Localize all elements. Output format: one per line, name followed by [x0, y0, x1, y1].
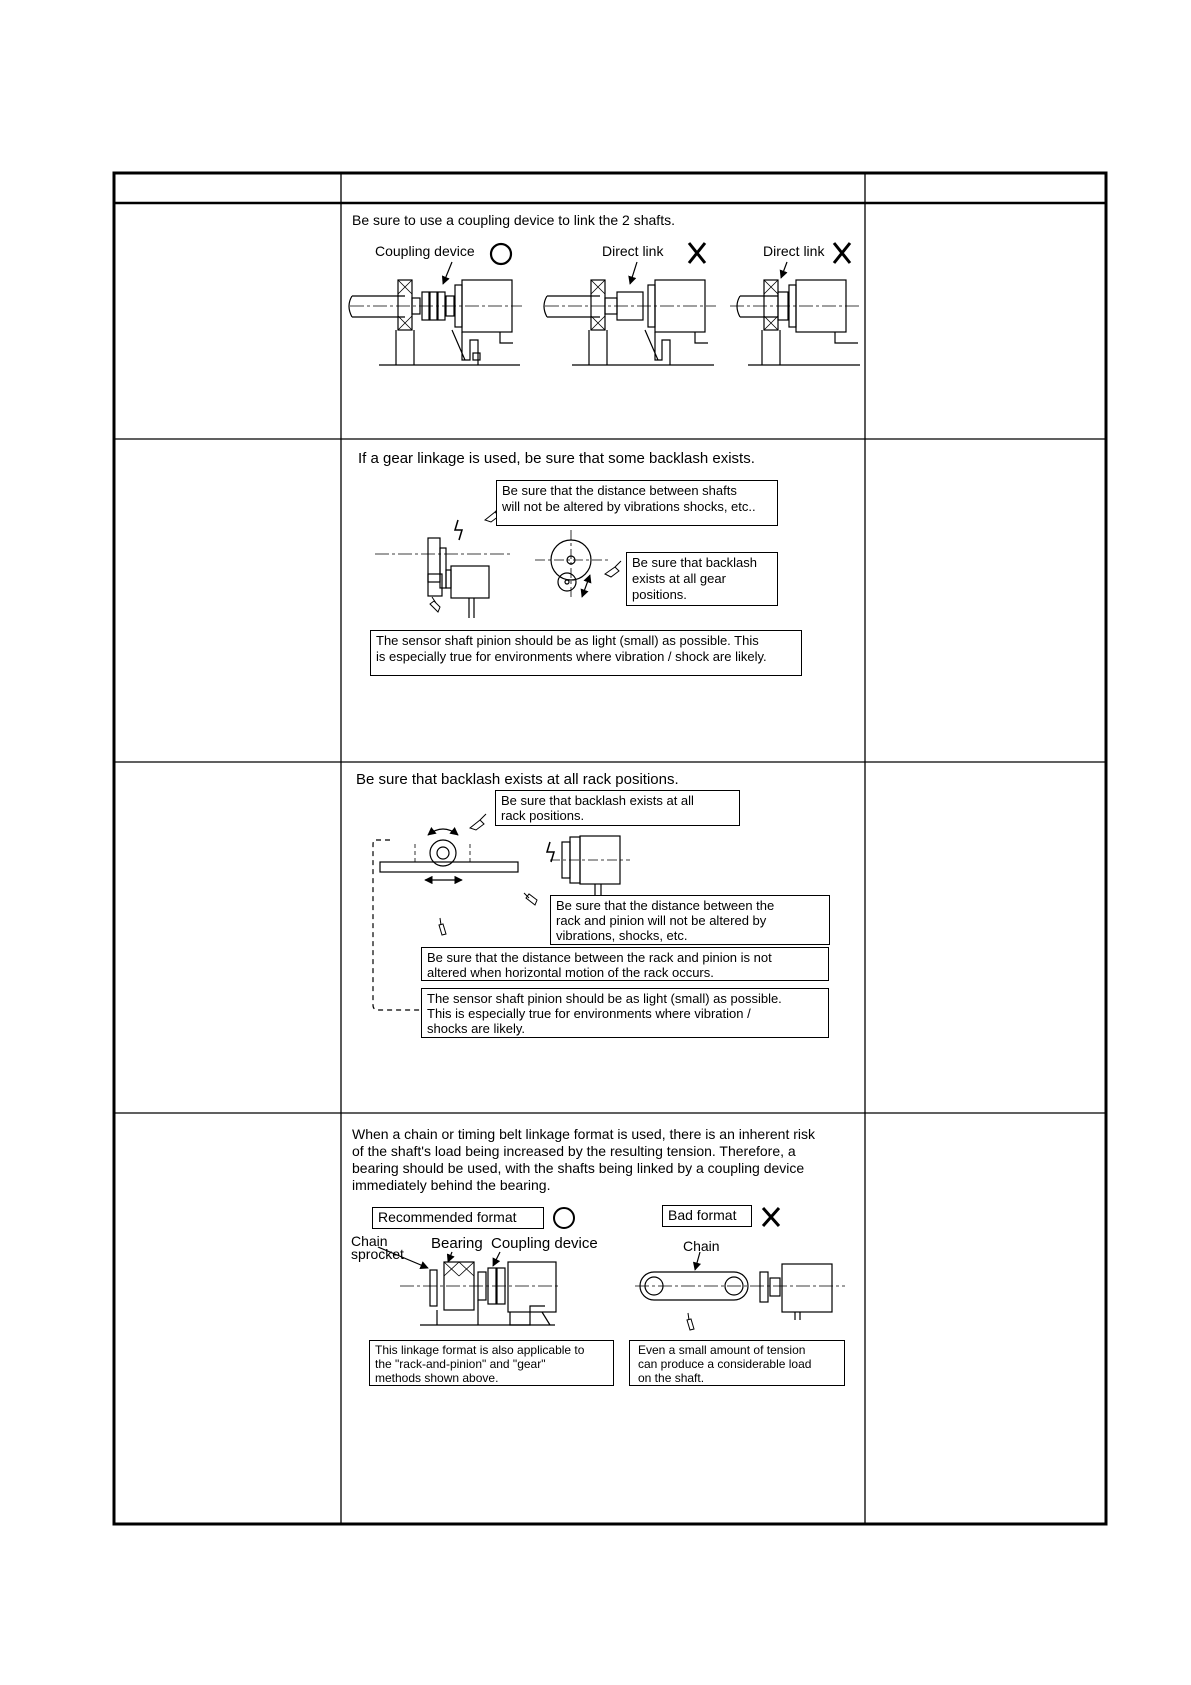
bad-format-label: Bad format [662, 1205, 752, 1227]
bad-format-diagram [635, 1252, 845, 1320]
rack-backlash-note: Be sure that backlash exists at all rack positions. [495, 790, 740, 826]
coupling-intro: Be sure to use a coupling device to link the 2 shafts. [352, 212, 675, 228]
direct-link-label-2: Direct link [763, 243, 825, 259]
recommended-format-diagram [378, 1247, 560, 1325]
gear-backlash-note: Be sure that backlash exists at all gear positions. [626, 552, 778, 606]
gear-front-diagram [535, 530, 610, 600]
bearing-label: Bearing [431, 1235, 483, 1252]
direct-link-label-1: Direct link [602, 243, 664, 259]
tension-note: Even a small amount of tension can produce a considerable load on the shaft. [629, 1340, 845, 1386]
chain-intro: When a chain or timing belt linkage format is used, there is an inherent risk of the shaft's load being increased by the resulting tension. Therefore, a bearing should be used, with the shafts being linked by a coupling device immediately behind the bearing. [352, 1126, 816, 1193]
rack-horizontal-note: Be sure that the distance between the rack and pinion is not altered when horizontal motion of the rack occurs. [421, 947, 829, 981]
recommended-ok-icon [554, 1208, 574, 1228]
chain-label: Chain [683, 1238, 720, 1254]
chain-sprocket-label: Chain sprocket [351, 1233, 404, 1262]
gear-pinion-note: The sensor shaft pinion should be as light (small) as possible. This is especially true for environments where vibration / shock are likely. [370, 630, 802, 676]
rack-pinion-note: The sensor shaft pinion should be as light (small) as possible. This is especially true for environments where vibration / shocks are likely. [421, 988, 829, 1038]
gear-intro: If a gear linkage is used, be sure that some backlash exists. [358, 450, 755, 467]
gear-distance-note: Be sure that the distance between shafts will not be altered by vibrations shocks, etc.. [496, 480, 778, 526]
coupling-device-label-2: Coupling device [491, 1235, 598, 1252]
rack-distance-note: Be sure that the distance between the rack and pinion will not be altered by vibrations, shocks, etc. [550, 895, 830, 945]
rack-intro: Be sure that backlash exists at all rack positions. [356, 771, 679, 788]
coupling-device-label: Coupling device [375, 243, 475, 259]
table-grid [114, 173, 1106, 1524]
direct-link-bad-diagram-1 [544, 243, 716, 365]
bad-format-x-icon [763, 1208, 779, 1226]
hand-pointer-icon [687, 1313, 694, 1330]
coupling-ok-diagram [349, 244, 522, 365]
direct-link-bad-diagram-2 [730, 243, 860, 365]
applicable-note: This linkage format is also applicable to the "rack-and-pinion" and "gear" methods shown above. [369, 1340, 614, 1386]
recommended-format-label: Recommended format [372, 1207, 544, 1229]
gear-side-diagram [375, 520, 510, 618]
